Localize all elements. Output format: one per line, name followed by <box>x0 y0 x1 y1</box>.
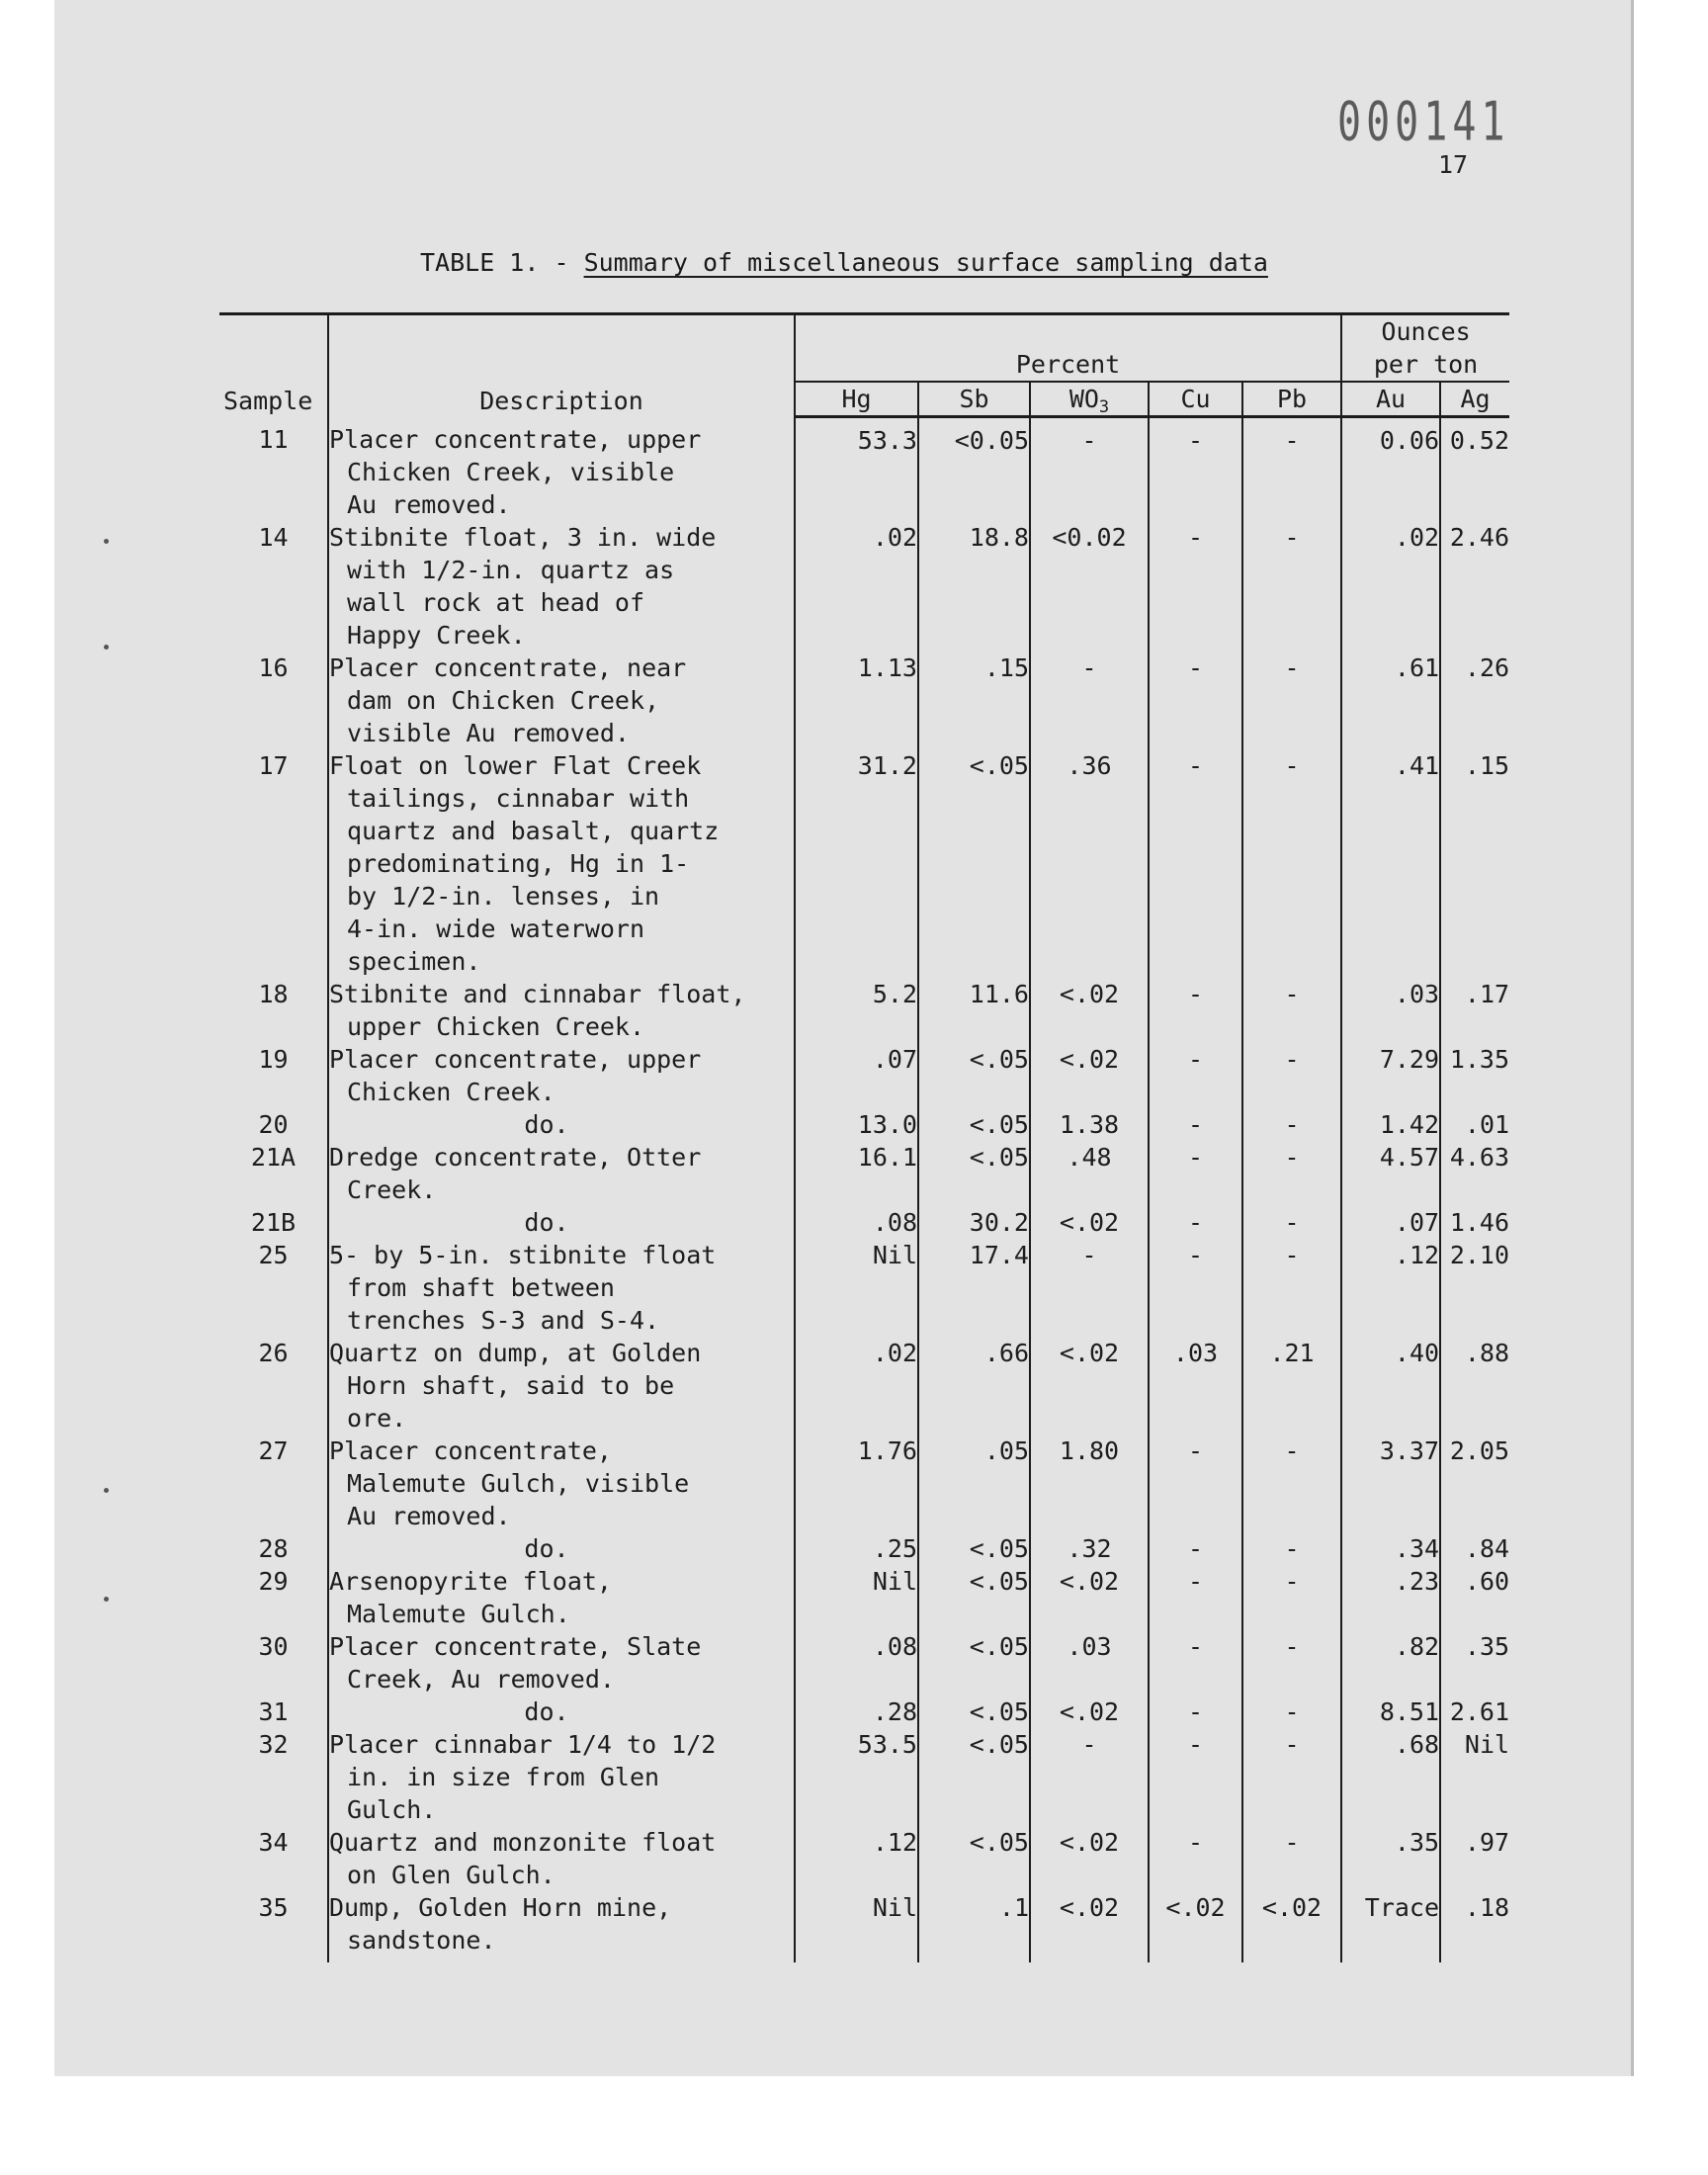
au-cell: .07 <box>1341 1206 1440 1239</box>
description-line: Creek, Au removed. <box>347 1664 615 1694</box>
table-title-text: Summary of miscellaneous surface sampling data <box>583 248 1268 277</box>
au-cell: 0.06 <box>1341 417 1440 521</box>
sb-cell: <.05 <box>918 1728 1030 1826</box>
sb-cell: <.05 <box>918 1696 1030 1728</box>
hg-cell: .28 <box>795 1696 918 1728</box>
description-line: Placer concentrate, upper <box>329 1044 702 1074</box>
description-line: Horn shaft, said to be <box>347 1370 675 1400</box>
table-row <box>219 1043 1509 1108</box>
table-row <box>219 1728 1509 1826</box>
ag-cell: .17 <box>1440 978 1509 1043</box>
sb-cell: <.05 <box>918 1141 1030 1206</box>
wo3-cell: - <box>1030 1728 1149 1826</box>
description-line: Placer concentrate, <box>329 1436 612 1465</box>
wo3-cell: <.02 <box>1030 1043 1149 1108</box>
wo3-cell: <.02 <box>1030 1206 1149 1239</box>
sb-cell: <.05 <box>918 1826 1030 1891</box>
pb-cell: - <box>1242 1435 1341 1532</box>
table-row <box>219 417 1509 521</box>
table-row <box>219 749 1509 978</box>
hg-cell: 1.76 <box>795 1435 918 1532</box>
au-cell: 1.42 <box>1341 1108 1440 1141</box>
sample-cell: 19 <box>258 1044 289 1074</box>
ag-cell: 1.46 <box>1440 1206 1509 1239</box>
header-sample: Sample <box>223 386 313 415</box>
sample-cell: 32 <box>258 1729 289 1759</box>
pb-cell: - <box>1242 1141 1341 1206</box>
sample-cell: 29 <box>258 1566 289 1596</box>
description-line: Dredge concentrate, Otter <box>329 1142 702 1172</box>
hg-cell: .25 <box>795 1532 918 1565</box>
au-cell: .23 <box>1341 1565 1440 1630</box>
pb-cell: - <box>1242 1826 1341 1891</box>
cu-cell: - <box>1149 1141 1242 1206</box>
description-line: wall rock at head of <box>347 587 645 617</box>
sb-cell: .1 <box>918 1891 1030 1962</box>
description-line: Placer concentrate, upper <box>329 424 702 454</box>
description-line: in. in size from Glen <box>347 1762 660 1791</box>
table-row <box>219 1565 1509 1630</box>
wo3-cell: - <box>1030 652 1149 749</box>
hg-cell: 53.5 <box>795 1728 918 1826</box>
description-line: trenches S-3 and S-4. <box>347 1305 660 1335</box>
table-row <box>219 1891 1509 1962</box>
sb-cell: 18.8 <box>918 521 1030 652</box>
description-line: Placer concentrate, near <box>329 652 687 682</box>
ag-cell: 0.52 <box>1440 417 1509 521</box>
description-cell <box>328 1532 795 1565</box>
description-line: visible Au removed. <box>347 718 630 747</box>
table-row <box>219 978 1509 1043</box>
description-line: Malemute Gulch, visible <box>347 1468 690 1498</box>
wo3-cell: <.02 <box>1030 1337 1149 1435</box>
description-cell <box>328 1565 795 1630</box>
hg-cell: 31.2 <box>795 749 918 978</box>
description-ditto: do. <box>524 1696 569 1726</box>
sample-cell: 16 <box>258 652 289 682</box>
ag-cell: 2.10 <box>1440 1239 1509 1337</box>
header-percent-group <box>795 314 1341 349</box>
hg-cell: Nil <box>795 1239 918 1337</box>
hg-cell: .08 <box>795 1206 918 1239</box>
description-line: Chicken Creek, visible <box>347 457 675 486</box>
pb-cell: - <box>1242 1108 1341 1141</box>
au-cell: .34 <box>1341 1532 1440 1565</box>
hg-cell: 16.1 <box>795 1141 918 1206</box>
wo3-cell: <.02 <box>1030 1696 1149 1728</box>
cu-cell: - <box>1149 1435 1242 1532</box>
hg-cell: 5.2 <box>795 978 918 1043</box>
description-cell <box>328 1728 795 1826</box>
description-line: Au removed. <box>347 489 511 519</box>
table-row <box>219 1630 1509 1696</box>
au-cell: .03 <box>1341 978 1440 1043</box>
pb-cell: - <box>1242 978 1341 1043</box>
pb-cell: - <box>1242 521 1341 652</box>
au-cell: 4.57 <box>1341 1141 1440 1206</box>
sb-cell: <.05 <box>918 1108 1030 1141</box>
scan-speck <box>104 645 109 650</box>
au-cell: .35 <box>1341 1826 1440 1891</box>
sample-cell: 31 <box>258 1696 289 1726</box>
ag-cell: 2.46 <box>1440 521 1509 652</box>
cu-cell: - <box>1149 521 1242 652</box>
page-edge <box>1631 0 1634 2076</box>
wo3-cell: <.02 <box>1030 1565 1149 1630</box>
table-title <box>420 248 1268 277</box>
description-cell <box>328 1826 795 1891</box>
table-row <box>219 1696 1509 1728</box>
description-cell <box>328 1696 795 1728</box>
sb-cell: <.05 <box>918 1630 1030 1696</box>
document-stamp-number: 000141 <box>1337 92 1510 154</box>
sb-cell: <.05 <box>918 1043 1030 1108</box>
header-hg: Hg <box>795 382 918 417</box>
table-row <box>219 1239 1509 1337</box>
header-au: Au <box>1341 382 1440 417</box>
scan-speck <box>104 539 109 544</box>
sb-cell: 17.4 <box>918 1239 1030 1337</box>
ag-cell: 4.63 <box>1440 1141 1509 1206</box>
header-sb: Sb <box>918 382 1030 417</box>
description-cell <box>328 1337 795 1435</box>
sample-cell: 11 <box>258 424 289 454</box>
cu-cell: - <box>1149 1043 1242 1108</box>
description-line: Gulch. <box>347 1794 437 1824</box>
au-cell: 3.37 <box>1341 1435 1440 1532</box>
wo3-cell: <.02 <box>1030 978 1149 1043</box>
description-line: Creek. <box>347 1174 437 1204</box>
wo3-cell: 1.80 <box>1030 1435 1149 1532</box>
hg-cell: Nil <box>795 1891 918 1962</box>
description-line: Placer concentrate, Slate <box>329 1631 702 1661</box>
pb-cell: - <box>1242 1696 1341 1728</box>
cu-cell: - <box>1149 652 1242 749</box>
header-percent-label: Percent <box>795 348 1341 382</box>
au-cell: .61 <box>1341 652 1440 749</box>
sample-cell: 21B <box>250 1207 297 1237</box>
description-line: Float on lower Flat Creek <box>329 750 702 780</box>
table-header <box>219 314 1509 417</box>
ag-cell: .35 <box>1440 1630 1509 1696</box>
ag-cell: .60 <box>1440 1565 1509 1630</box>
hg-cell: .08 <box>795 1630 918 1696</box>
description-line: on Glen Gulch. <box>347 1860 555 1889</box>
cu-cell: .03 <box>1149 1337 1242 1435</box>
table-title-prefix: TABLE 1. - <box>420 248 584 277</box>
au-cell: .02 <box>1341 521 1440 652</box>
sb-cell: <0.05 <box>918 417 1030 521</box>
header-ounces-group-line1: Ounces <box>1341 314 1509 349</box>
description-line: Quartz on dump, at Golden <box>329 1338 702 1367</box>
wo3-cell: .36 <box>1030 749 1149 978</box>
ag-cell: .15 <box>1440 749 1509 978</box>
description-line: upper Chicken Creek. <box>347 1011 645 1041</box>
description-cell <box>328 749 795 978</box>
wo3-cell: .32 <box>1030 1532 1149 1565</box>
description-line: Happy Creek. <box>347 620 526 650</box>
au-cell: 7.29 <box>1341 1043 1440 1108</box>
pb-cell: .21 <box>1242 1337 1341 1435</box>
cu-cell: - <box>1149 749 1242 978</box>
au-cell: .68 <box>1341 1728 1440 1826</box>
pb-cell: - <box>1242 1043 1341 1108</box>
pb-cell: <.02 <box>1242 1891 1341 1962</box>
sample-cell: 18 <box>258 979 289 1008</box>
table-row <box>219 1206 1509 1239</box>
sample-cell: 20 <box>258 1109 289 1139</box>
cu-cell: - <box>1149 1239 1242 1337</box>
description-line: sandstone. <box>347 1925 496 1955</box>
au-cell: .40 <box>1341 1337 1440 1435</box>
header-pb: Pb <box>1242 382 1341 417</box>
sb-cell: .66 <box>918 1337 1030 1435</box>
description-line: Arsenopyrite float, <box>329 1566 612 1596</box>
wo3-cell: 1.38 <box>1030 1108 1149 1141</box>
sample-cell: 26 <box>258 1338 289 1367</box>
description-cell <box>328 1891 795 1962</box>
description-ditto: do. <box>524 1109 569 1139</box>
cu-cell: - <box>1149 1532 1242 1565</box>
wo3-cell: <0.02 <box>1030 521 1149 652</box>
hg-cell: .02 <box>795 1337 918 1435</box>
pb-cell: - <box>1242 1630 1341 1696</box>
sb-cell: <.05 <box>918 749 1030 978</box>
description-cell <box>328 1108 795 1141</box>
description-line: 4-in. wide waterworn <box>347 914 645 943</box>
sb-cell: .15 <box>918 652 1030 749</box>
pb-cell: - <box>1242 1239 1341 1337</box>
sb-cell: 11.6 <box>918 978 1030 1043</box>
table-row <box>219 521 1509 652</box>
description-line: predominating, Hg in 1- <box>347 848 690 878</box>
description-cell <box>328 521 795 652</box>
cu-cell: - <box>1149 1630 1242 1696</box>
au-cell: .41 <box>1341 749 1440 978</box>
au-cell: .82 <box>1341 1630 1440 1696</box>
wo3-cell: .03 <box>1030 1630 1149 1696</box>
description-ditto: do. <box>524 1207 569 1237</box>
description-line: from shaft between <box>347 1272 615 1302</box>
description-line: by 1/2-in. lenses, in <box>347 881 660 911</box>
wo3-cell: <.02 <box>1030 1891 1149 1962</box>
sample-cell: 21A <box>250 1142 297 1172</box>
cu-cell: - <box>1149 1206 1242 1239</box>
description-cell <box>328 652 795 749</box>
wo3-cell: - <box>1030 1239 1149 1337</box>
au-cell: .12 <box>1341 1239 1440 1337</box>
description-line: tailings, cinnabar with <box>347 783 690 813</box>
sampling-data-table <box>219 312 1509 1962</box>
description-cell <box>328 1206 795 1239</box>
cu-cell: - <box>1149 1565 1242 1630</box>
description-ditto: do. <box>524 1533 569 1563</box>
ag-cell: .26 <box>1440 652 1509 749</box>
description-line: Placer cinnabar 1/4 to 1/2 <box>329 1729 717 1759</box>
sample-cell: 25 <box>258 1240 289 1269</box>
description-cell <box>328 978 795 1043</box>
sample-cell: 35 <box>258 1892 289 1922</box>
table-row <box>219 1337 1509 1435</box>
pb-cell: - <box>1242 1532 1341 1565</box>
page-number: 17 <box>1438 150 1469 179</box>
table-row <box>219 1141 1509 1206</box>
header-cu: Cu <box>1149 382 1242 417</box>
sb-cell: .05 <box>918 1435 1030 1532</box>
sample-cell: 27 <box>258 1436 289 1465</box>
cu-cell: - <box>1149 978 1242 1043</box>
sb-cell: 30.2 <box>918 1206 1030 1239</box>
pb-cell: - <box>1242 1565 1341 1630</box>
wo3-cell: .48 <box>1030 1141 1149 1206</box>
sample-cell: 17 <box>258 750 289 780</box>
description-cell <box>328 1435 795 1532</box>
description-line: Stibnite float, 3 in. wide <box>329 522 717 552</box>
description-cell <box>328 1043 795 1108</box>
pb-cell: - <box>1242 1206 1341 1239</box>
sb-cell: <.05 <box>918 1565 1030 1630</box>
cu-cell: <.02 <box>1149 1891 1242 1962</box>
table-row <box>219 1826 1509 1891</box>
ag-cell: .84 <box>1440 1532 1509 1565</box>
header-wo3: $WO_3$ <box>1030 382 1149 417</box>
header-ag: Ag <box>1440 382 1509 417</box>
cu-cell: - <box>1149 1696 1242 1728</box>
description-line: ore. <box>347 1403 407 1433</box>
scan-speck <box>104 1597 109 1602</box>
hg-cell: Nil <box>795 1565 918 1630</box>
cu-cell: - <box>1149 417 1242 521</box>
ag-cell: 2.05 <box>1440 1435 1509 1532</box>
description-line: specimen. <box>347 946 481 976</box>
pb-cell: - <box>1242 417 1341 521</box>
ag-cell: .97 <box>1440 1826 1509 1891</box>
au-cell: Trace <box>1341 1891 1440 1962</box>
ag-cell: 2.61 <box>1440 1696 1509 1728</box>
wo3-cell: <.02 <box>1030 1826 1149 1891</box>
cu-cell: - <box>1149 1108 1242 1141</box>
description-line: dam on Chicken Creek, <box>347 685 660 715</box>
table-row <box>219 652 1509 749</box>
description-line: with 1/2-in. quartz as <box>347 555 675 584</box>
description-line: Quartz and monzonite float <box>329 1827 717 1857</box>
pb-cell: - <box>1242 1728 1341 1826</box>
description-line: Dump, Golden Horn mine, <box>329 1892 672 1922</box>
wo3-cell: - <box>1030 417 1149 521</box>
sample-cell: 34 <box>258 1827 289 1857</box>
hg-cell: .07 <box>795 1043 918 1108</box>
sample-cell: 14 <box>258 522 289 552</box>
sample-cell: 28 <box>258 1533 289 1563</box>
cu-cell: - <box>1149 1826 1242 1891</box>
scan-speck <box>104 1488 109 1493</box>
description-line: Chicken Creek. <box>347 1077 555 1106</box>
hg-cell: .12 <box>795 1826 918 1891</box>
description-cell <box>328 1141 795 1206</box>
description-cell <box>328 417 795 521</box>
ag-cell: .01 <box>1440 1108 1509 1141</box>
pb-cell: - <box>1242 652 1341 749</box>
description-line: 5- by 5-in. stibnite float <box>329 1240 717 1269</box>
table-body <box>219 417 1509 1962</box>
hg-cell: 53.3 <box>795 417 918 521</box>
description-line: quartz and basalt, quartz <box>347 816 720 845</box>
cu-cell: - <box>1149 1728 1242 1826</box>
sb-cell: <.05 <box>918 1532 1030 1565</box>
pb-cell: - <box>1242 749 1341 978</box>
description-line: Au removed. <box>347 1501 511 1530</box>
hg-cell: 1.13 <box>795 652 918 749</box>
description-line: Stibnite and cinnabar float, <box>329 979 746 1008</box>
hg-cell: 13.0 <box>795 1108 918 1141</box>
description-line: Malemute Gulch. <box>347 1599 570 1628</box>
table-row <box>219 1532 1509 1565</box>
sample-cell: 30 <box>258 1631 289 1661</box>
header-ounces-group-line2: per ton <box>1341 348 1509 382</box>
table-row <box>219 1435 1509 1532</box>
ag-cell: .88 <box>1440 1337 1509 1435</box>
description-cell <box>328 1239 795 1337</box>
au-cell: 8.51 <box>1341 1696 1440 1728</box>
header-description: Description <box>328 314 795 417</box>
hg-cell: .02 <box>795 521 918 652</box>
ag-cell: .18 <box>1440 1891 1509 1962</box>
ag-cell: Nil <box>1440 1728 1509 1826</box>
table-row <box>219 1108 1509 1141</box>
ag-cell: 1.35 <box>1440 1043 1509 1108</box>
description-cell <box>328 1630 795 1696</box>
